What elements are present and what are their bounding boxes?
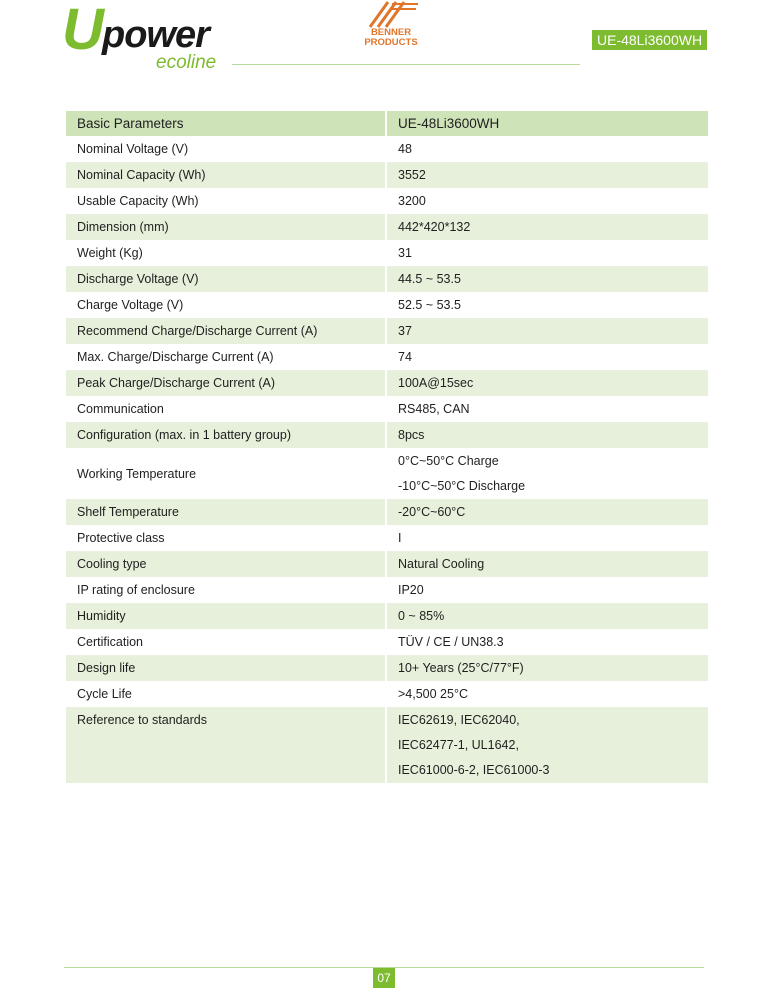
value-cell bbox=[386, 163, 708, 189]
value-line: RS485, CAN bbox=[398, 402, 470, 416]
value-line: TÜV / CE / UN38.3 bbox=[398, 635, 504, 649]
value-line: 3200 bbox=[398, 194, 426, 208]
value-cell bbox=[386, 319, 708, 345]
value-cell bbox=[386, 708, 708, 784]
benner-logo-text bbox=[356, 28, 426, 48]
benner-feather-icon bbox=[362, 0, 420, 28]
value-line: 0 ~ 85% bbox=[398, 609, 445, 623]
value-cell bbox=[386, 293, 708, 319]
value-cell bbox=[386, 241, 708, 267]
table-row bbox=[66, 656, 708, 682]
header-value-cell: UE-48Li3600WH bbox=[386, 111, 708, 137]
value-line: 3552 bbox=[398, 168, 426, 182]
param-cell: Design life bbox=[66, 656, 386, 682]
logo-letter-u: U bbox=[62, 0, 102, 62]
table-row bbox=[66, 215, 708, 241]
param-cell: Dimension (mm) bbox=[66, 215, 386, 241]
table-row bbox=[66, 241, 708, 267]
value-cell bbox=[386, 578, 708, 604]
table-row bbox=[66, 345, 708, 371]
param-cell: Communication bbox=[66, 397, 386, 423]
benner-logo-line2: PRODUCTS bbox=[364, 37, 418, 48]
param-cell: Usable Capacity (Wh) bbox=[66, 189, 386, 215]
model-badge: UE-48Li3600WH bbox=[592, 30, 707, 50]
table-row bbox=[66, 267, 708, 293]
param-cell: Certification bbox=[66, 630, 386, 656]
table-row bbox=[66, 293, 708, 319]
table-row bbox=[66, 423, 708, 449]
value-line: IEC62477-1, UL1642, bbox=[398, 738, 519, 752]
spec-table-body bbox=[66, 111, 708, 784]
value-line: I bbox=[398, 531, 402, 545]
logo-word-ecoline: ecoline bbox=[156, 52, 217, 73]
param-cell: Shelf Temperature bbox=[66, 500, 386, 526]
table-row bbox=[66, 397, 708, 423]
param-cell: IP rating of enclosure bbox=[66, 578, 386, 604]
param-cell: Max. Charge/Discharge Current (A) bbox=[66, 345, 386, 371]
param-cell: Nominal Capacity (Wh) bbox=[66, 163, 386, 189]
param-cell: Cycle Life bbox=[66, 682, 386, 708]
value-line: 31 bbox=[398, 246, 412, 260]
param-cell: Cooling type bbox=[66, 552, 386, 578]
benner-logo-line1: BENNER bbox=[370, 27, 412, 38]
value-cell bbox=[386, 345, 708, 371]
value-line: 8pcs bbox=[398, 428, 425, 442]
value-line: IP20 bbox=[398, 583, 424, 597]
value-line: 100A@15sec bbox=[398, 376, 474, 390]
table-row bbox=[66, 449, 708, 500]
upower-ecoline-logo bbox=[62, 2, 237, 72]
header-param-cell: Basic Parameters bbox=[66, 111, 386, 137]
table-row bbox=[66, 552, 708, 578]
param-cell: Peak Charge/Discharge Current (A) bbox=[66, 371, 386, 397]
param-cell: Charge Voltage (V) bbox=[66, 293, 386, 319]
value-cell bbox=[386, 267, 708, 293]
param-cell: Weight (Kg) bbox=[66, 241, 386, 267]
table-row bbox=[66, 319, 708, 345]
value-line: Natural Cooling bbox=[398, 557, 485, 571]
value-line: 37 bbox=[398, 324, 412, 338]
table-row bbox=[66, 682, 708, 708]
value-line: 74 bbox=[398, 350, 412, 364]
logo-word-power: power bbox=[102, 14, 209, 56]
table-row bbox=[66, 604, 708, 630]
value-line: -20°C~60°C bbox=[398, 505, 466, 519]
spec-table bbox=[66, 111, 708, 784]
value-line: 0°C~50°C Charge bbox=[398, 454, 499, 468]
header-divider bbox=[232, 64, 580, 65]
param-cell: Humidity bbox=[66, 604, 386, 630]
param-cell: Nominal Voltage (V) bbox=[66, 137, 386, 163]
value-cell bbox=[386, 215, 708, 241]
benner-products-logo bbox=[356, 0, 426, 52]
param-cell: Configuration (max. in 1 battery group) bbox=[66, 423, 386, 449]
page-number: 07 bbox=[373, 968, 395, 988]
value-cell bbox=[386, 423, 708, 449]
table-row bbox=[66, 630, 708, 656]
value-line: 52.5 ~ 53.5 bbox=[398, 298, 461, 312]
value-cell bbox=[386, 630, 708, 656]
value-cell bbox=[386, 449, 708, 500]
value-cell bbox=[386, 189, 708, 215]
value-cell bbox=[386, 397, 708, 423]
value-cell bbox=[386, 604, 708, 630]
table-row bbox=[66, 526, 708, 552]
table-row bbox=[66, 137, 708, 163]
value-line: IEC62619, IEC62040, bbox=[398, 713, 520, 727]
table-row bbox=[66, 371, 708, 397]
table-row bbox=[66, 500, 708, 526]
table-row bbox=[66, 189, 708, 215]
value-cell bbox=[386, 137, 708, 163]
param-cell: Discharge Voltage (V) bbox=[66, 267, 386, 293]
value-line: -10°C~50°C Discharge bbox=[398, 479, 526, 493]
param-cell: Recommend Charge/Discharge Current (A) bbox=[66, 319, 386, 345]
table-row bbox=[66, 163, 708, 189]
value-cell bbox=[386, 526, 708, 552]
value-cell bbox=[386, 500, 708, 526]
param-cell: Protective class bbox=[66, 526, 386, 552]
table-row bbox=[66, 578, 708, 604]
spec-table-header-row bbox=[66, 111, 708, 137]
value-cell bbox=[386, 682, 708, 708]
param-cell: Working Temperature bbox=[66, 449, 386, 500]
table-row bbox=[66, 708, 708, 784]
value-line: 44.5 ~ 53.5 bbox=[398, 272, 461, 286]
value-cell bbox=[386, 656, 708, 682]
value-line: >4,500 25°C bbox=[398, 687, 468, 701]
value-line: 10+ Years (25°C/77°F) bbox=[398, 661, 524, 675]
value-line: 442*420*132 bbox=[398, 220, 471, 234]
value-line: 48 bbox=[398, 142, 412, 156]
param-cell: Reference to standards bbox=[66, 708, 386, 784]
value-line: IEC61000-6-2, IEC61000-3 bbox=[398, 763, 550, 777]
value-cell bbox=[386, 552, 708, 578]
value-cell bbox=[386, 371, 708, 397]
